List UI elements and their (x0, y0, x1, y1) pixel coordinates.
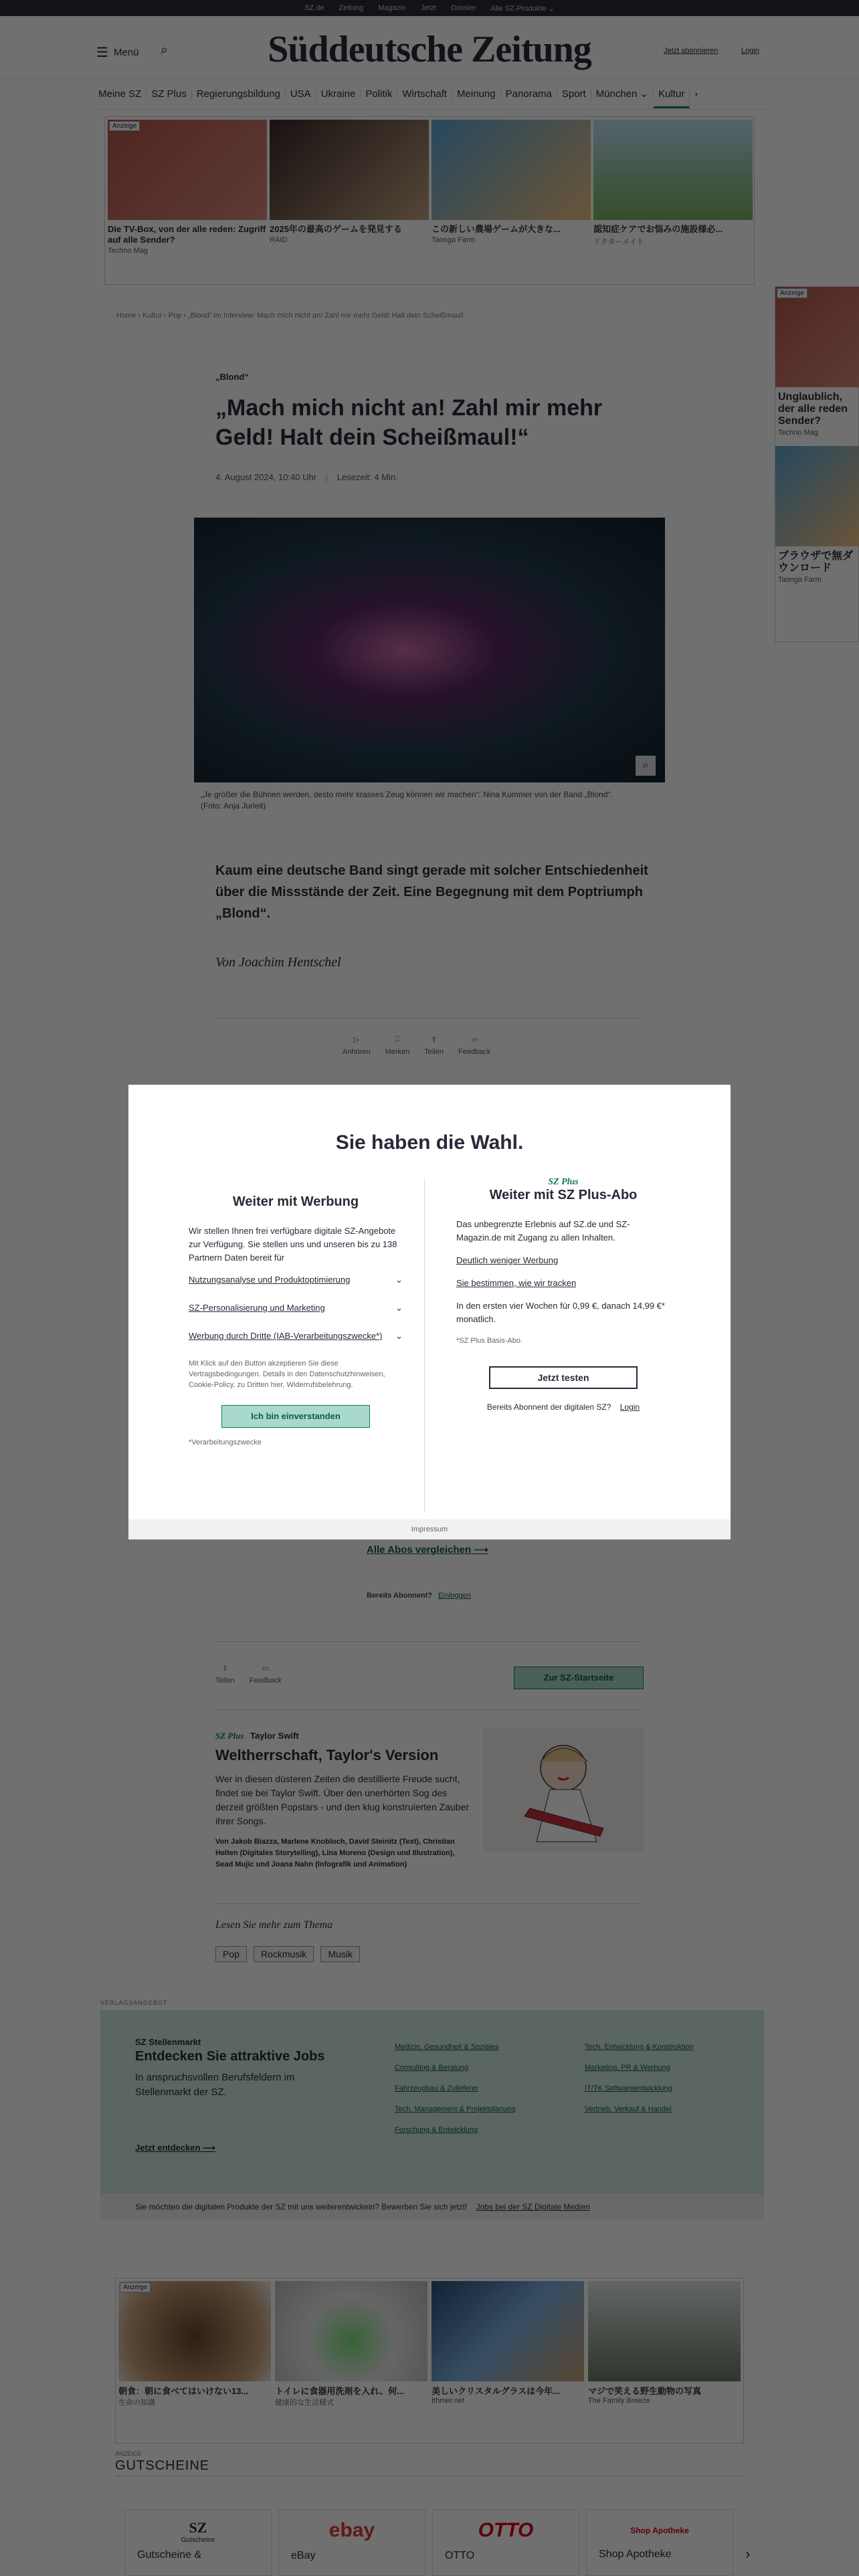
price-text: In den ersten vier Wochen für 0,99 €, danach 14,99 €* monatlich. (456, 1301, 665, 1324)
accept-button[interactable]: Ich bin einverstanden (221, 1405, 370, 1428)
chevron-down-icon: ⌄ (395, 1303, 403, 1313)
ads-option-title: Weiter mit Werbung (232, 1194, 359, 1209)
tracking-choice-link[interactable]: Sie bestimmen, wie wir tracken (456, 1278, 577, 1288)
chevron-down-icon: ⌄ (395, 1275, 403, 1285)
price-footnote: *SZ Plus Basis-Abo. (456, 1337, 523, 1345)
test-now-button[interactable]: Jetzt testen (489, 1366, 638, 1389)
imprint-link[interactable]: Impressum (411, 1525, 448, 1533)
chevron-down-icon: ⌄ (395, 1331, 403, 1341)
ads-option-column (189, 1194, 403, 1448)
less-ads-link[interactable]: Deutlich weniger Werbung (456, 1255, 559, 1265)
legal-text: Mit Klick auf den Button akzeptieren Sie diese Vertragsbedingungen. Details in den Datenschutzhinweisen, Cookie-Policy, zu Dritten hier, Widerrufsbelehrung. (189, 1360, 385, 1389)
consent-modal (128, 1085, 731, 1539)
column-divider (424, 1178, 425, 1513)
subscription-option-column (456, 1177, 670, 1412)
modal-login-link[interactable]: Login (619, 1402, 640, 1412)
szplus-logo: SZ Plus (548, 1177, 579, 1187)
modal-title: Sie haben die Wahl. (335, 1132, 524, 1154)
subscription-text: Das unbegrenzte Erlebnis auf SZ.de und SZ-Magazin.de mit Zugang zu allen Inhalten. (456, 1219, 630, 1243)
ads-option-text: Wir stellen Ihnen frei verfügbare digitale SZ-Angebote zur Verfügung. Sie stellen uns und unseren bis zu 138 Partnern Daten bereit für (189, 1226, 397, 1263)
purpose-usage-analysis[interactable]: Nutzungsanalyse und Produktoptimierung ⌄ (189, 1275, 403, 1285)
purpose-third-party-ads[interactable]: Werbung durch Dritte (IAB-Verarbeitungszwecke*) ⌄ (189, 1331, 403, 1341)
subscription-option-title: Weiter mit SZ Plus-Abo (489, 1188, 638, 1202)
purpose-personalization[interactable]: SZ-Personalisierung und Marketing ⌄ (189, 1303, 403, 1313)
processing-purposes-footnote[interactable]: *Verarbeitungszwecke (189, 1438, 262, 1446)
existing-subscriber-row: Bereits Abonnent der digitalen SZ? Login (486, 1402, 640, 1412)
modal-footer (128, 1519, 731, 1539)
